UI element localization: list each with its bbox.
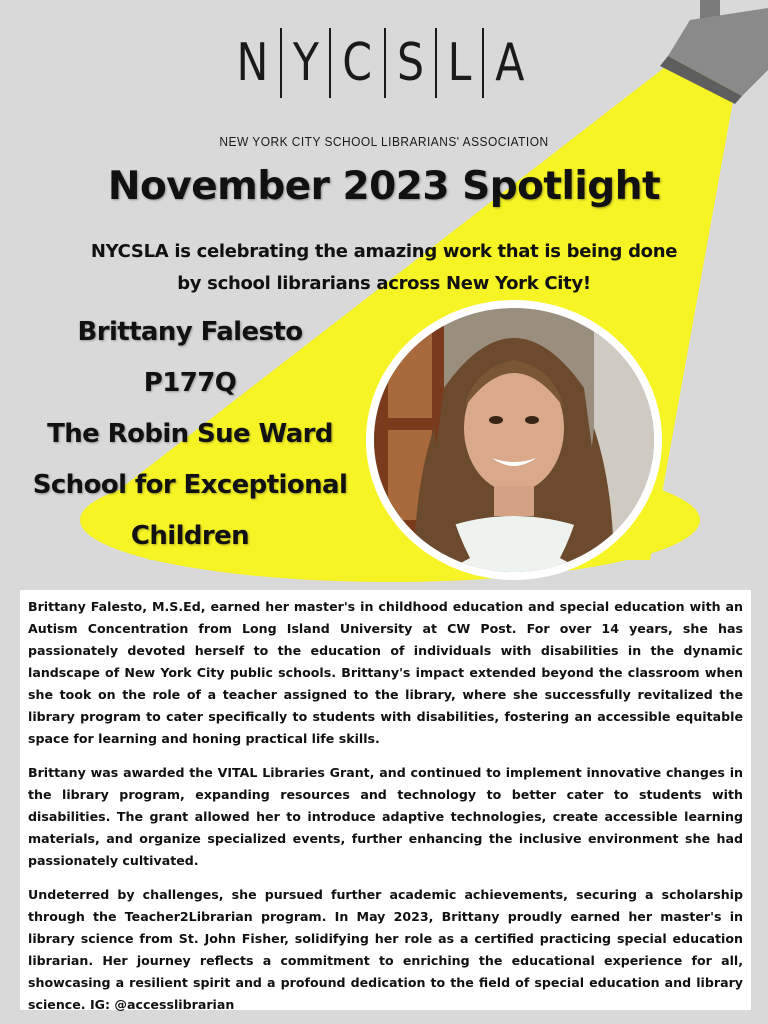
portrait-image	[374, 308, 654, 572]
bio-paragraph: Undeterred by challenges, she pursued further academic achievements, securing a scholarship through the Teacher2Librarian program. In May 2023, Brittany proudly earned her master's in library science from St. John Fisher, solidifying her role as a certified practicing special education librarian. Her journey reflects a commitment to enriching the educational experience for all, showcasing a resilient spirit and a profound dedication to the field of special education and library science. IG: @accesslibrarian	[28, 887, 743, 1012]
logo-letter: Y	[292, 33, 319, 93]
logo-letter: S	[396, 33, 424, 93]
nycsla-logo	[220, 28, 540, 98]
logo-divider	[384, 28, 386, 98]
honoree-photo	[366, 300, 662, 580]
logo-letter: L	[447, 33, 472, 93]
logo-divider	[329, 28, 331, 98]
logo-letter: A	[494, 33, 525, 93]
logo-letter: C	[342, 33, 373, 93]
bio-paragraph: Brittany was awarded the VITAL Libraries Grant, and continued to implement innovative changes in the library program, expanding resources and technology to better cater to students with disabilities. The grant allowed her to introduce adaptive technologies, create accessible learning materials, and organize specialized events, further enhancing the inclusive environment she had passionately cultivated.	[28, 765, 743, 868]
logo-subtitle: NEW YORK CITY SCHOOL LIBRARIANS' ASSOCIATION	[219, 134, 549, 149]
bio-box	[20, 590, 751, 1010]
logo-letter: N	[236, 33, 269, 93]
school-code: P177Q	[143, 368, 237, 398]
logo-divider	[280, 28, 282, 98]
subheadline	[0, 236, 768, 300]
bio-paragraph: Brittany Falesto, M.S.Ed, earned her master's in childhood education and special education with an Autism Concentration from Long Island University at CW Post. For over 14 years, she has passionately devoted herself to the education of individuals with disabilities in the dynamic landscape of New York City public schools. Brittany's impact extended beyond the classroom when she took on the role of a teacher assigned to the library, where she successfully revitalized the library program to cater specifically to students with disabilities, fostering an accessible equitable space for learning and honing practical life skills.	[28, 599, 743, 746]
school-name-line: Children	[130, 521, 250, 551]
honoree-name: Brittany Falesto	[77, 317, 303, 347]
school-name-line: The Robin Sue Ward	[47, 419, 333, 449]
subheadline-line: NYCSLA is celebrating the amazing work that is being done	[90, 241, 678, 262]
page-title: November 2023 Spotlight	[107, 164, 661, 209]
logo-divider	[482, 28, 484, 98]
subheadline-line: by school librarians across New York City!	[177, 273, 591, 294]
school-name-line: School for Exceptional	[32, 470, 348, 500]
honoree-info	[10, 312, 370, 567]
logo-divider	[435, 28, 437, 98]
